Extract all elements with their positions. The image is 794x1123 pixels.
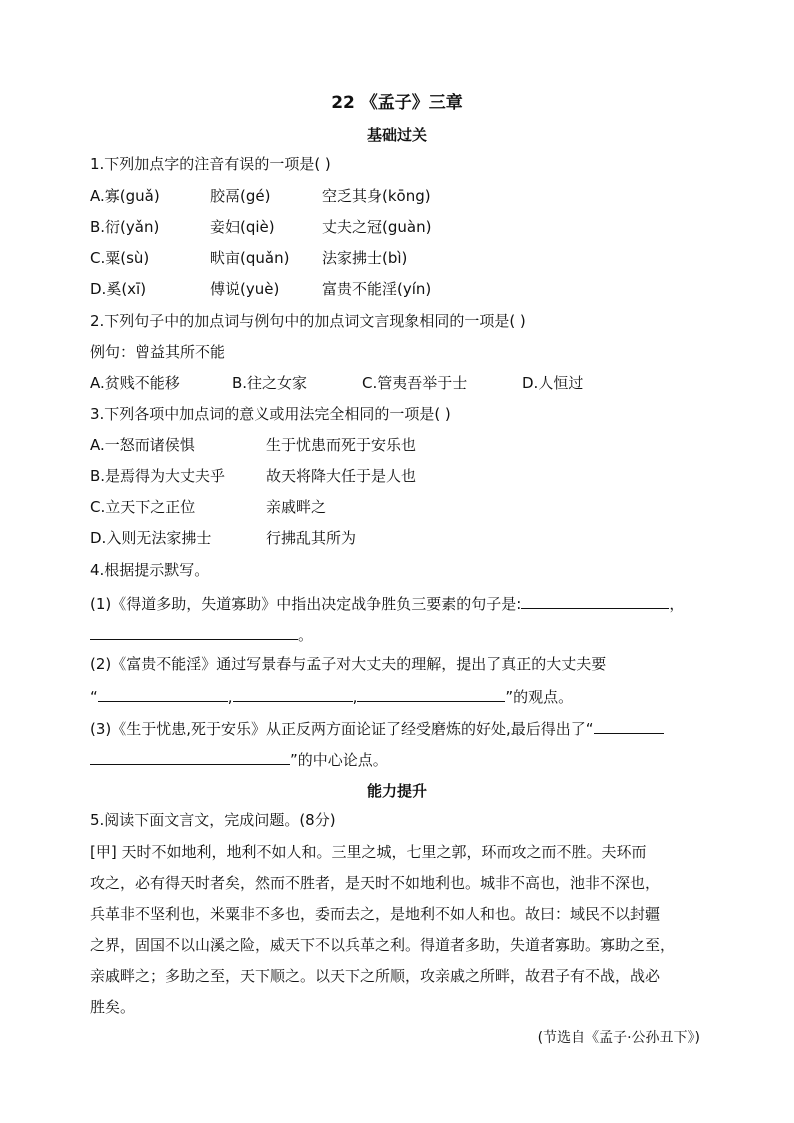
question-1-stem: 1.下列加点字的注音有误的一项是( ): [90, 155, 331, 173]
q4-quote-open: “: [90, 688, 98, 706]
passage-line: 胜矣。: [90, 998, 136, 1016]
q1-option-c-2: 畎亩(quǎn): [210, 249, 290, 267]
q2-option-d: D.人恒过: [522, 374, 584, 392]
q2-option-a: A.贫贱不能移: [90, 374, 180, 392]
q4-item-2-line-1: (2)《富贵不能淫》通过写景春与孟子对大丈夫的理解，提出了真正的大丈夫要: [90, 655, 607, 673]
q4-item-1-line-2: [90, 623, 313, 645]
q4-comma: ，: [669, 595, 685, 613]
q1-option-a-3: 空乏其身(kōng): [322, 187, 431, 205]
q4-item-1-blank-1[interactable]: [521, 592, 669, 609]
q3-option-b-1: B.是焉得为大丈夫乎: [90, 467, 226, 485]
passage-line: 兵革非不坚利也，米粟非不多也，委而去之，是地利不如人和也。故曰：域民不以封疆: [90, 905, 661, 923]
q1-option-b-2: 妾妇(qiè): [210, 218, 275, 236]
q4-item-2-blank-1[interactable]: [98, 685, 228, 702]
q1-option-b-3: 丈夫之冠(guàn): [322, 218, 432, 236]
q2-option-b: B.往之女家: [232, 374, 308, 392]
section-heading-ability: 能力提升: [366, 782, 427, 800]
q4-item-2-blank-2[interactable]: [233, 685, 353, 702]
q1-option-d-2: 傅说(yuè): [210, 280, 280, 298]
passage-source: (节选自《孟子·公孙丑下》): [537, 1030, 700, 1046]
q3-option-c-2: 亲戚畔之: [266, 498, 327, 516]
q4-item-3-tail: ”的中心论点。: [290, 751, 388, 769]
question-3-stem: 3.下列各项中加点词的意义或用法完全相同的一项是( ): [90, 405, 451, 423]
q4-item-1-blank-2[interactable]: [90, 623, 298, 640]
q4-item-2-blank-3[interactable]: [357, 685, 505, 702]
q4-period: 。: [298, 626, 314, 644]
question-5-stem: 5.阅读下面文言文，完成问题。(8分): [90, 811, 336, 829]
q4-item-2-line-2: [90, 685, 573, 707]
q1-option-b-1: B.衍(yǎn): [90, 218, 160, 236]
q1-option-d-1: D.奚(xī): [90, 280, 147, 298]
q3-option-b-2: 故天将降大任于是人也: [266, 467, 417, 485]
q4-sep-1: ,: [227, 688, 233, 706]
q4-item-3-prompt: (3)《生于忧患,死于安乐》从正反两方面论证了经受磨炼的好处,最后得出了“: [90, 720, 594, 738]
page-title: 22 《孟子》三章: [331, 93, 463, 113]
q2-option-c: C.管夷吾举于士: [362, 374, 468, 392]
passage-line: 攻之，必有得天时者矣，然而不胜者，是天时不如地利也。城非不高也，池非不深也，: [90, 874, 661, 892]
passage-line: 亲戚畔之；多助之至，天下顺之。以天下之所顺，攻亲戚之所畔，故君子有不战，战必: [90, 967, 661, 985]
question-2-example: 例句：曾益其所不能: [90, 343, 226, 361]
q4-item-2-tail: ”的观点。: [505, 688, 574, 706]
q1-option-c-3: 法家拂士(bì): [322, 249, 408, 267]
q4-item-3-blank-1[interactable]: [594, 717, 664, 734]
q1-option-d-3: 富贵不能淫(yín): [322, 280, 432, 298]
q1-option-c-1: C.粟(sù): [90, 249, 150, 267]
q4-item-3-line-2: [90, 748, 388, 770]
q3-option-c-1: C.立天下之正位: [90, 498, 196, 516]
q3-option-d-1: D.入则无法家拂士: [90, 529, 212, 547]
q1-option-a-1: A.寡(guǎ): [90, 187, 160, 205]
q4-item-1-line-1: [90, 592, 684, 614]
q4-sep-2: ,: [352, 688, 358, 706]
passage-line: 之界，固国不以山溪之险，威天下不以兵革之利。得道者多助，失道者寡助。寡助之至，: [90, 936, 676, 954]
q3-option-a-1: A.一怒而诸侯惧: [90, 436, 195, 454]
section-heading-basic: 基础过关: [366, 126, 427, 144]
q1-option-a-2: 胶鬲(gé): [210, 187, 271, 205]
question-4-stem: 4.根据提示默写。: [90, 561, 210, 579]
passage-line: [甲] 天时不如地利，地利不如人和。三里之城，七里之郭，环而攻之而不胜。夫环而: [90, 843, 647, 861]
q3-option-a-2: 生于忧患而死于安乐也: [266, 436, 417, 454]
q4-item-3-blank-2[interactable]: [90, 748, 290, 765]
q4-item-3-line-1: [90, 717, 664, 739]
q3-option-d-2: 行拂乱其所为: [266, 529, 357, 547]
question-2-stem: 2.下列句子中的加点词与例句中的加点词文言现象相同的一项是( ): [90, 312, 526, 330]
q4-item-1-prompt: (1)《得道多助，失道寡助》中指出决定战争胜负三要素的句子是:: [90, 595, 522, 613]
